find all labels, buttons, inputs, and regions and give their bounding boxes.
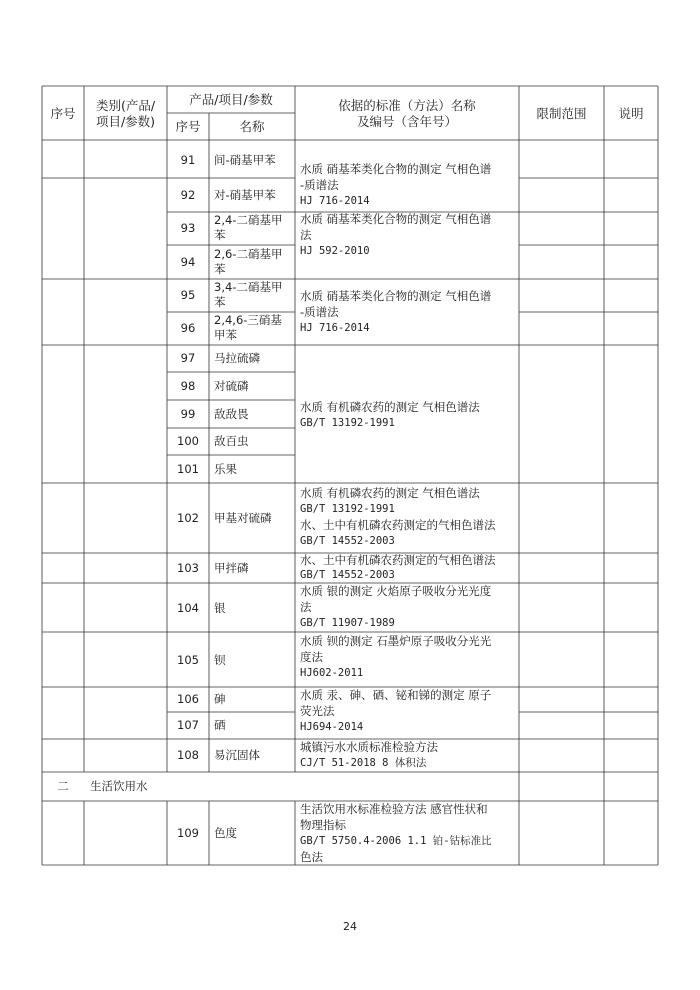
row-number: 94 (180, 255, 196, 269)
row-name: 乐果 (214, 462, 237, 476)
row-number: 107 (177, 718, 199, 732)
row-name: 钡 (214, 653, 226, 667)
standard-title: 水质 银的测定 火焰原子吸收分光光度 (300, 584, 492, 598)
standard-code: GB/T 13192-1991 (300, 503, 395, 515)
standard-title: 法 (300, 228, 312, 242)
standard-title: 度法 (300, 650, 323, 664)
header-name: 名称 (239, 119, 265, 134)
row-number: 108 (177, 748, 199, 762)
row-number: 109 (177, 826, 199, 840)
standard-title: 城镇污水水质标准检验方法 (300, 740, 438, 754)
header-limit: 限制范围 (536, 106, 587, 121)
standard-title: 水质 有机磷农药的测定 气相色谱法 (300, 400, 480, 414)
row-name: 苯 (214, 262, 226, 276)
row-name: 马拉硫磷 (214, 351, 260, 365)
row-number: 93 (180, 221, 196, 235)
standard-title: 水质 硝基苯类化合物的测定 气相色谱 (300, 289, 492, 303)
standard-title: 生活饮用水标准检验方法 感官性状和 (300, 802, 488, 816)
row-number: 103 (177, 561, 199, 575)
standard-code: HJ 592-2010 (300, 245, 370, 257)
standard-code: CJ/T 51-2018 8 体积法 (300, 757, 427, 769)
header-note: 说明 (618, 106, 644, 121)
standard-title: -质谱法 (300, 305, 339, 319)
standard-title: 水质 硝基苯类化合物的测定 气相色谱 (300, 212, 492, 226)
header-standard-line2: 及编号（含年号） (356, 114, 457, 129)
row-number: 104 (177, 601, 199, 615)
row-name: 甲拌磷 (214, 561, 249, 575)
row-name: 甲基对硫磷 (214, 511, 272, 525)
header-standard-line1: 依据的标准（方法）名称 (338, 98, 476, 113)
standard-code: HJ602-2011 (300, 667, 364, 679)
row-name: 敌敌畏 (214, 407, 249, 421)
row-name: 易沉固体 (214, 748, 260, 762)
standard-code: HJ 716-2014 (300, 322, 370, 334)
standard-title: 法 (300, 600, 312, 614)
standard-title: 水质 硝基苯类化合物的测定 气相色谱 (300, 162, 492, 176)
row-number: 106 (177, 692, 199, 706)
row-name: 2,4,6-三硝基 (214, 313, 282, 327)
standard-title: 水质 钡的测定 石墨炉原子吸收分光光 (300, 634, 492, 648)
row-name: 砷 (214, 692, 226, 706)
row-name: 2,6-二硝基甲 (214, 247, 283, 261)
standard-title: -质谱法 (300, 178, 339, 192)
standard-code: GB/T 5750.4-2006 1.1 铂-钴标准比 (300, 835, 492, 847)
standard-title: 水质 有机磷农药的测定 气相色谱法 (300, 486, 480, 500)
standard-title: 水质 汞、砷、硒、铋和锑的测定 原子 (300, 688, 492, 702)
row-number: 95 (180, 288, 196, 302)
row-name: 间-硝基甲苯 (214, 153, 276, 167)
standard-code: GB/T 14552-2003 (300, 535, 395, 547)
row-name: 敌百虫 (214, 434, 249, 448)
row-number: 91 (180, 153, 196, 167)
standard-title: 色法 (300, 850, 323, 864)
row-number: 92 (180, 188, 196, 202)
row-name: 3,4-二硝基甲 (214, 280, 283, 294)
row-name: 2,4-二硝基甲 (214, 213, 283, 227)
header-product-group: 产品/项目/参数 (189, 92, 273, 107)
page-number: 24 (343, 920, 357, 933)
row-name: 苯 (214, 228, 226, 242)
row-name: 甲苯 (214, 328, 237, 342)
row-name: 色度 (214, 826, 237, 840)
row-number: 102 (177, 511, 199, 525)
standard-title: 物理指标 (300, 818, 346, 832)
row-number: 99 (180, 407, 196, 421)
section-title: 生活饮用水 (90, 779, 148, 793)
row-number: 97 (180, 351, 196, 365)
row-name: 对-硝基甲苯 (214, 188, 276, 202)
row-number: 96 (180, 321, 196, 335)
row-name: 苯 (214, 295, 226, 309)
row-number: 100 (177, 434, 199, 448)
row-name: 硒 (214, 718, 226, 732)
standard-title: 荧光法 (300, 704, 335, 718)
standard-title: 水、土中有机磷农药测定的气相色谱法 (300, 553, 496, 567)
row-name: 对硫磷 (214, 379, 249, 393)
standard-code: HJ 716-2014 (300, 195, 370, 207)
row-name: 银 (214, 601, 226, 615)
standard-title: 水、土中有机磷农药测定的气相色谱法 (300, 518, 496, 532)
header-sub-seq: 序号 (175, 119, 201, 134)
standard-code: GB/T 11907-1989 (300, 617, 395, 629)
standard-code: HJ694-2014 (300, 721, 364, 733)
row-number: 101 (177, 462, 199, 476)
header-category-line1: 类别(产品/ (95, 98, 156, 113)
row-number: 105 (177, 653, 199, 667)
standard-code: GB/T 14552-2003 (300, 569, 395, 581)
section-number: 二 (57, 779, 69, 793)
header-seq: 序号 (50, 106, 76, 121)
standard-code: GB/T 13192-1991 (300, 417, 395, 429)
header-category-line2: 项目/参数) (95, 114, 156, 129)
row-number: 98 (180, 379, 196, 393)
